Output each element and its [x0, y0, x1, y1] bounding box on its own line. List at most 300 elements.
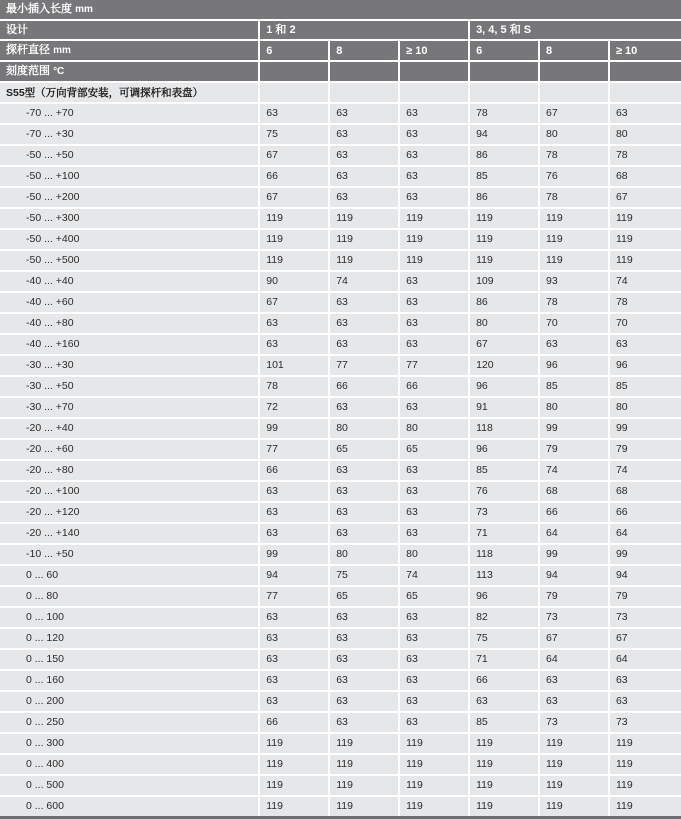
length-value-cell [400, 293, 470, 314]
stem-diameter-label-text: 探杆直径 [6, 44, 50, 56]
length-value: 76 [476, 485, 488, 497]
length-value: 63 [336, 485, 348, 497]
length-value-cell [400, 125, 470, 146]
length-value-cell [400, 146, 470, 167]
length-value-cell [330, 671, 400, 692]
table-row [0, 608, 681, 629]
length-value: 77 [266, 590, 278, 602]
length-value-cell [260, 167, 330, 188]
length-value: 79 [615, 443, 628, 455]
length-value-cell [330, 440, 400, 461]
length-value: 120 [476, 359, 494, 371]
scale-range-value: -40 ... +160 [26, 338, 80, 350]
length-value: 119 [406, 233, 423, 245]
length-value: 80 [546, 128, 558, 140]
table-row [0, 209, 681, 230]
length-value-cell [330, 545, 400, 566]
length-value-cell [400, 377, 470, 398]
length-value: 63 [336, 632, 348, 644]
length-value-cell [470, 419, 540, 440]
scale-range-cell [0, 629, 260, 650]
length-value-cell [610, 209, 681, 230]
length-value: 78 [476, 107, 488, 119]
length-value-cell [260, 125, 330, 146]
length-value: 85 [615, 380, 628, 392]
length-value-cell [260, 650, 330, 671]
length-value: 63 [266, 107, 278, 119]
scale-range-label-cell [0, 62, 260, 83]
length-value-cell [330, 797, 400, 816]
length-value: 63 [406, 716, 418, 728]
length-value-cell [400, 650, 470, 671]
length-value-cell [260, 293, 330, 314]
length-value: 67 [546, 107, 558, 119]
length-value-cell [400, 356, 470, 377]
length-value-cell [470, 293, 540, 314]
length-value: 63 [406, 149, 418, 161]
length-value: 86 [476, 191, 488, 203]
length-value-cell [540, 440, 610, 461]
length-value: 78 [615, 149, 628, 161]
length-value-cell [540, 293, 610, 314]
length-value-cell [540, 587, 610, 608]
length-value-cell [400, 713, 470, 734]
length-value-cell [260, 461, 330, 482]
table-row [0, 356, 681, 377]
scale-range-cell [0, 524, 260, 545]
length-value-cell [610, 314, 681, 335]
length-value-cell [540, 503, 610, 524]
scale-range-cell [0, 440, 260, 461]
stem-diameter-unit: mm [53, 45, 71, 56]
scale-range-cell [0, 314, 260, 335]
length-value-cell [330, 524, 400, 545]
length-value: 119 [406, 758, 423, 770]
length-value-cell [540, 755, 610, 776]
table-title-row [0, 0, 681, 21]
length-value-cell [330, 314, 400, 335]
length-value-cell [260, 566, 330, 587]
length-value-cell [470, 587, 540, 608]
length-value: 63 [336, 296, 348, 308]
design-group-1-cell: 1 和 2 [260, 21, 470, 41]
length-value-cell [260, 419, 330, 440]
length-value: 63 [615, 107, 628, 119]
scale-range-cell [0, 587, 260, 608]
length-value: 119 [476, 779, 493, 791]
length-value: 63 [546, 338, 558, 350]
scale-range-value: 0 ... 120 [26, 632, 64, 644]
length-value: 75 [476, 632, 488, 644]
length-value-cell [400, 608, 470, 629]
scale-range-cell [0, 377, 260, 398]
length-value-cell [470, 503, 540, 524]
length-value-cell [470, 713, 540, 734]
length-value: 63 [336, 128, 348, 140]
section-header-row [0, 83, 681, 104]
length-value-cell [330, 482, 400, 503]
length-value-cell [540, 209, 610, 230]
scale-range-value: -20 ... +40 [26, 422, 74, 434]
length-value: 119 [266, 800, 283, 812]
length-value-cell [400, 797, 470, 816]
length-value-cell [330, 461, 400, 482]
length-value-cell [610, 272, 681, 293]
scale-range-cell [0, 776, 260, 797]
scale-range-unit: °C [53, 66, 65, 77]
scale-range-value: -20 ... +100 [26, 485, 80, 497]
length-value-cell [470, 230, 540, 251]
length-value-cell [540, 461, 610, 482]
table-row [0, 419, 681, 440]
length-value: 63 [266, 611, 278, 623]
length-value: 74 [406, 569, 418, 581]
length-value: 74 [615, 275, 628, 287]
length-value: 78 [546, 296, 558, 308]
length-value: 68 [615, 170, 628, 182]
section-spacer-6 [610, 83, 681, 104]
length-value-cell [260, 335, 330, 356]
length-value: 119 [266, 254, 283, 266]
length-value-cell [330, 104, 400, 125]
length-value: 63 [336, 149, 348, 161]
length-value-cell [260, 377, 330, 398]
length-value-cell [610, 713, 681, 734]
length-value-cell [540, 482, 610, 503]
length-value-cell [540, 335, 610, 356]
length-value-cell [470, 167, 540, 188]
length-value: 119 [615, 800, 633, 812]
length-value-cell [470, 398, 540, 419]
length-value-cell [330, 692, 400, 713]
length-value: 119 [406, 212, 423, 224]
stem-diameter-label-cell [0, 41, 260, 62]
scale-range-value: 0 ... 80 [26, 590, 59, 602]
section-spacer-5 [540, 83, 610, 104]
length-value: 78 [615, 296, 628, 308]
length-value: 73 [615, 611, 628, 623]
table-row [0, 293, 681, 314]
length-value: 119 [336, 233, 353, 245]
length-value-cell [330, 146, 400, 167]
length-value: 96 [476, 443, 488, 455]
length-value-cell [400, 440, 470, 461]
length-value-cell [260, 209, 330, 230]
length-value: 101 [266, 359, 284, 371]
scale-range-value: -70 ... +30 [26, 128, 74, 140]
length-value-cell [610, 293, 681, 314]
length-value: 118 [476, 548, 493, 560]
length-value: 119 [406, 737, 423, 749]
length-value: 74 [615, 464, 628, 476]
scale-range-cell [0, 167, 260, 188]
table-row [0, 587, 681, 608]
length-value: 67 [266, 296, 278, 308]
length-value-cell [540, 797, 610, 816]
length-value: 63 [406, 653, 418, 665]
scale-range-value: -30 ... +50 [26, 380, 74, 392]
length-value-cell [400, 629, 470, 650]
scale-range-value: 0 ... 600 [26, 800, 64, 812]
length-value-cell [470, 629, 540, 650]
length-value: 90 [266, 275, 278, 287]
length-value-cell [610, 377, 681, 398]
length-value: 119 [336, 779, 353, 791]
length-value: 64 [546, 527, 558, 539]
length-value: 119 [476, 254, 493, 266]
length-value: 67 [266, 191, 278, 203]
scale-range-value: -50 ... +50 [26, 149, 74, 161]
table-row [0, 797, 681, 816]
length-value: 66 [476, 674, 488, 686]
scale-range-value: 0 ... 400 [26, 758, 64, 770]
length-value-cell [470, 755, 540, 776]
length-value-cell [260, 587, 330, 608]
length-value-cell [400, 503, 470, 524]
section-spacer-4 [470, 83, 540, 104]
length-value-cell [470, 776, 540, 797]
scale-range-cell [0, 419, 260, 440]
length-value: 80 [615, 128, 628, 140]
length-value: 75 [336, 569, 348, 581]
length-value: 63 [336, 191, 348, 203]
length-value: 65 [336, 443, 348, 455]
length-value: 63 [336, 716, 348, 728]
length-value-cell [260, 251, 330, 272]
length-value: 63 [336, 506, 348, 518]
length-value: 63 [266, 632, 278, 644]
length-value-cell [400, 776, 470, 797]
length-value-cell [610, 608, 681, 629]
length-value: 80 [546, 401, 558, 413]
scale-range-value: -50 ... +300 [26, 212, 80, 224]
length-value: 79 [546, 443, 558, 455]
length-value: 63 [406, 485, 418, 497]
length-value-cell [400, 314, 470, 335]
length-value-cell [330, 755, 400, 776]
length-value: 91 [476, 401, 488, 413]
table-row [0, 566, 681, 587]
length-value: 78 [546, 191, 558, 203]
column-header-d1: 6 [260, 41, 330, 62]
length-value-cell [540, 713, 610, 734]
length-value: 119 [336, 758, 353, 770]
length-value-cell [610, 587, 681, 608]
length-value-cell [470, 209, 540, 230]
table-row [0, 755, 681, 776]
length-value-cell [330, 125, 400, 146]
table-row [0, 230, 681, 251]
length-value-cell [470, 650, 540, 671]
length-value-cell [540, 566, 610, 587]
length-value-cell [260, 671, 330, 692]
length-value: 94 [476, 128, 488, 140]
length-value-cell [540, 125, 610, 146]
table-row [0, 125, 681, 146]
length-value: 67 [546, 632, 558, 644]
length-value: 63 [406, 464, 418, 476]
length-value-cell [330, 587, 400, 608]
scale-range-value: 0 ... 100 [26, 611, 64, 623]
length-value-cell [330, 356, 400, 377]
length-value-cell [470, 377, 540, 398]
scale-range-cell [0, 272, 260, 293]
table-row [0, 671, 681, 692]
length-value: 80 [615, 401, 628, 413]
length-value-cell [260, 230, 330, 251]
length-value-cell [610, 671, 681, 692]
scale-range-cell [0, 734, 260, 755]
length-value: 63 [336, 338, 348, 350]
length-value-cell [260, 503, 330, 524]
length-value-cell [470, 125, 540, 146]
scale-range-value: -10 ... +50 [26, 548, 74, 560]
scale-range-cell [0, 671, 260, 692]
scale-range-cell [0, 356, 260, 377]
table-row [0, 776, 681, 797]
length-value-cell [610, 629, 681, 650]
scale-range-value: -50 ... +200 [26, 191, 80, 203]
length-value: 63 [406, 170, 418, 182]
length-value: 71 [476, 653, 488, 665]
table-row [0, 272, 681, 293]
length-value-cell [540, 671, 610, 692]
table-row [0, 734, 681, 755]
length-value-cell [260, 482, 330, 503]
length-value: 119 [266, 233, 283, 245]
length-value-cell [540, 608, 610, 629]
scale-range-cell [0, 251, 260, 272]
length-value: 63 [266, 695, 278, 707]
scale-range-spacer-1 [260, 62, 330, 83]
length-value-cell [610, 335, 681, 356]
length-value: 67 [615, 632, 628, 644]
table-row [0, 629, 681, 650]
length-value: 77 [266, 443, 278, 455]
length-value-cell [330, 167, 400, 188]
scale-range-cell [0, 461, 260, 482]
scale-range-label-text: 刻度范围 [6, 65, 50, 77]
scale-range-value: -40 ... +60 [26, 296, 74, 308]
scale-range-value: -50 ... +100 [26, 170, 80, 182]
column-header-d4: 6 [470, 41, 540, 62]
length-value-cell [470, 671, 540, 692]
length-value-cell [610, 545, 681, 566]
length-value-cell [400, 167, 470, 188]
length-value-cell [610, 503, 681, 524]
length-value-cell [400, 566, 470, 587]
length-value: 93 [546, 275, 558, 287]
length-value: 80 [406, 422, 418, 434]
length-value: 113 [476, 569, 493, 581]
section-spacer-1 [260, 83, 330, 104]
length-value: 63 [336, 695, 348, 707]
scale-range-cell [0, 188, 260, 209]
length-value: 86 [476, 149, 488, 161]
scale-range-cell [0, 692, 260, 713]
length-value-cell [260, 545, 330, 566]
length-value: 63 [406, 317, 418, 329]
length-value: 63 [615, 674, 628, 686]
length-value: 76 [546, 170, 558, 182]
length-value: 63 [266, 506, 278, 518]
length-value: 65 [406, 590, 418, 602]
scale-range-value: -20 ... +120 [26, 506, 80, 518]
length-value-cell [330, 251, 400, 272]
scale-range-cell [0, 335, 260, 356]
scale-range-cell [0, 125, 260, 146]
table-row [0, 251, 681, 272]
table-row [0, 377, 681, 398]
length-value-cell [260, 713, 330, 734]
table-row [0, 503, 681, 524]
table-row [0, 167, 681, 188]
length-value: 119 [406, 254, 423, 266]
length-value: 119 [266, 737, 283, 749]
length-value: 63 [336, 674, 348, 686]
table-row [0, 692, 681, 713]
length-value: 67 [476, 338, 488, 350]
length-value-cell [610, 104, 681, 125]
length-value: 72 [266, 401, 278, 413]
length-value: 99 [546, 422, 558, 434]
length-value-cell [470, 734, 540, 755]
scale-range-spacer-5 [540, 62, 610, 83]
length-value: 119 [266, 779, 283, 791]
length-value-cell [470, 797, 540, 816]
length-value: 99 [615, 422, 628, 434]
length-value: 99 [266, 548, 278, 560]
scale-range-value: -70 ... +70 [26, 107, 74, 119]
length-value: 119 [546, 737, 563, 749]
length-value: 109 [476, 275, 494, 287]
length-value-cell [260, 398, 330, 419]
length-value-cell [470, 545, 540, 566]
length-value: 63 [406, 674, 418, 686]
length-value-cell [470, 566, 540, 587]
length-value: 119 [336, 212, 353, 224]
length-value-cell [470, 335, 540, 356]
column-header-d6: ≥ 10 [610, 41, 681, 62]
scale-range-spacer-3 [400, 62, 470, 83]
length-value-cell [610, 650, 681, 671]
length-value: 73 [546, 611, 558, 623]
length-value: 63 [336, 107, 348, 119]
length-value: 94 [266, 569, 278, 581]
scale-range-cell [0, 545, 260, 566]
length-value-cell [540, 629, 610, 650]
section-title-cell [0, 83, 260, 104]
length-value: 85 [476, 170, 488, 182]
length-value-cell [260, 755, 330, 776]
table-row [0, 545, 681, 566]
length-value-cell [330, 398, 400, 419]
scale-range-spacer-4 [470, 62, 540, 83]
scale-range-value: -30 ... +30 [26, 359, 74, 371]
length-value-cell [610, 419, 681, 440]
length-value-cell [400, 734, 470, 755]
length-value-cell [540, 776, 610, 797]
length-value: 63 [266, 317, 278, 329]
length-value-cell [540, 230, 610, 251]
length-value-cell [610, 398, 681, 419]
table-row [0, 482, 681, 503]
length-value-cell [260, 776, 330, 797]
length-value: 119 [615, 758, 633, 770]
length-value-cell [470, 482, 540, 503]
length-value: 85 [546, 380, 558, 392]
length-value-cell [330, 230, 400, 251]
